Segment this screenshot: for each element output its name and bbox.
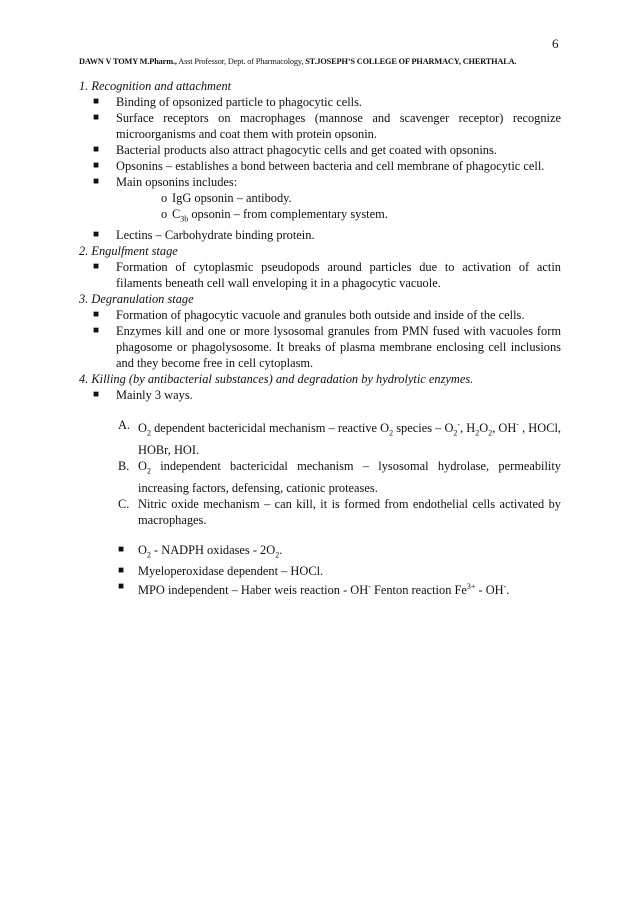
section-title: 1. Recognition and attachment — [79, 79, 232, 93]
square-bullet-icon: ■ — [93, 144, 100, 155]
list-item: ■ Mainly 3 ways. — [93, 388, 193, 403]
square-bullet-icon: ■ — [93, 160, 100, 171]
list-item: ■ $O_2$ - NADPH oxidases - $2O_2$. — [118, 542, 283, 559]
section-title: 3. Degranulation stage — [79, 292, 194, 307]
square-bullet-icon: ■ — [93, 309, 100, 321]
sub-list-item: o $C_{3b}$ opsonin – from complementary system. — [161, 207, 388, 224]
square-bullet-icon: ■ — [118, 565, 125, 576]
lettered-item: A. $O_2$ dependent bactericidal mechanism – reactive $O_2$ species – $O_2^-$, $H_2O_2$, OH- , HOCl, HOBr, HOI. — [118, 418, 561, 458]
header-college: ST.JOSEPH’S COLLEGE OF PHARMACY, CHERTHALA. — [305, 57, 517, 66]
spacer — [79, 528, 561, 542]
square-bullet-icon: ■ — [93, 389, 100, 401]
square-bullet-icon: ■ — [93, 176, 100, 187]
sub-list-item: o IgG opsonin – antibody. — [161, 191, 292, 205]
item-letter: A. — [118, 418, 131, 433]
spacer — [79, 403, 561, 417]
square-bullet-icon: ■ — [118, 581, 125, 592]
list-item: ■ Main opsonins includes: — [93, 175, 238, 189]
running-header — [79, 57, 569, 66]
square-bullet-icon: ■ — [93, 261, 100, 273]
page-number: 6 — [552, 36, 559, 51]
square-bullet-icon: ■ — [93, 325, 100, 337]
list-item: ■ Lectins – Carbohydrate binding protein. — [93, 228, 315, 243]
list-item: ■ Bacterial products also attract phagocytic cells and get coated with opsonins. — [93, 143, 497, 157]
circle-bullet-icon: o — [161, 207, 168, 221]
list-item: ■ Binding of opsonized particle to phagocytic cells. — [93, 95, 363, 109]
list-item: ■ Formation of cytoplasmic pseudopods around particles due to activation of actin filaments beneath cell wall enveloping it in a phagocytic vacuole. — [93, 260, 561, 291]
item-letter: B. — [118, 459, 130, 474]
list-item: ■ Surface receptors on macrophages (mannose and scavenger receptor) recognize microorganisms and coat them with protein opsonin. — [93, 111, 561, 141]
square-bullet-icon: ■ — [93, 112, 100, 123]
header-role: Asst Professor, Dept. of Pharmacology, — [176, 57, 306, 66]
header-author: DAWN V TOMY M.Pharm., — [79, 57, 177, 66]
item-letter: C. — [118, 496, 130, 511]
lettered-item: B. $O_2$ independent bactericidal mechanism – lysosomal hydrolase, permeability increasing factors, defensing, cationic proteases. — [118, 459, 561, 495]
list-item: ■ MPO independent – Haber weis reaction - OH- Fenton reaction $Fe^{3+} - OH^-$. — [118, 581, 510, 598]
circle-bullet-icon: o — [161, 191, 168, 205]
list-item: ■ Opsonins – establishes a bond between bacteria and cell membrane of phagocytic cell. — [93, 159, 545, 173]
list-item: ■ Enzymes kill and one or more lysosomal granules from PMN fused with vacuoles form phagosome or phagolysosome. It breaks of plasma membrane enclosing cell inclusions and they become free in cell cytoplasm. — [93, 324, 561, 371]
document-body — [79, 78, 561, 598]
square-bullet-icon: ■ — [118, 543, 125, 555]
list-item: ■ Formation of phagocytic vacuole and granules both outside and inside of the cells. — [93, 308, 525, 323]
list-item: ■ Myeloperoxidase dependent – HOCl. — [118, 564, 324, 578]
lettered-item: C. Nitric oxide mechanism – can kill, it is formed from endothelial cells activated by macrophages. — [118, 496, 561, 527]
square-bullet-icon: ■ — [93, 229, 100, 241]
square-bullet-icon: ■ — [93, 96, 100, 107]
section-title: 2. Engulfment stage — [79, 244, 178, 259]
section-title: 4. Killing (by antibacterial substances) and degradation by hydrolytic enzymes. — [79, 372, 474, 387]
